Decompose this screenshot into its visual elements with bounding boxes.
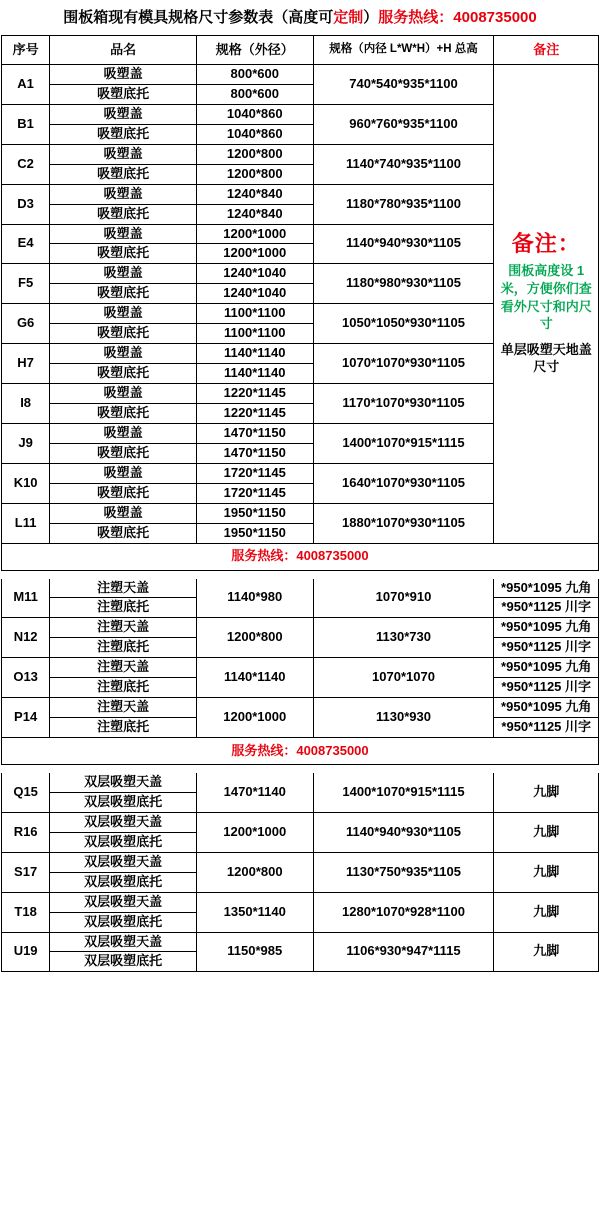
cell-outer-spec: 1140*980: [196, 578, 313, 618]
cell-inner-spec: 740*540*935*1100: [313, 65, 494, 105]
cell-inner-spec: 1880*1070*930*1105: [313, 503, 494, 543]
cell-outer-spec: 1220*1145: [196, 403, 313, 423]
cell-seq: E4: [2, 224, 50, 264]
table-row: [2, 932, 599, 952]
cell-outer-spec: 1140*1140: [196, 344, 313, 364]
cell-note: 九脚: [494, 932, 599, 972]
cell-product-name: 双层吸塑底托: [50, 832, 197, 852]
cell-inner-spec: 1640*1070*930*1105: [313, 463, 494, 503]
cell-product-name: 吸塑底托: [50, 204, 197, 224]
cell-seq: T18: [2, 892, 50, 932]
cell-product-name: 双层吸塑天盖: [50, 852, 197, 872]
cell-outer-spec: 1040*860: [196, 124, 313, 144]
cell-product-name: 吸塑盖: [50, 264, 197, 284]
cell-outer-spec: 1200*800: [196, 164, 313, 184]
cell-outer-spec: 1200*800: [196, 618, 313, 658]
cell-outer-spec: 1200*1000: [196, 698, 313, 738]
spacer: [2, 570, 599, 578]
cell-inner-spec: 1106*930*947*1115: [313, 932, 494, 972]
cell-seq: Q15: [2, 773, 50, 813]
cell-outer-spec: 1470*1150: [196, 443, 313, 463]
cell-note: *950*1125 川字: [494, 678, 599, 698]
cell-inner-spec: 1140*940*930*1105: [313, 224, 494, 264]
page-title-part1: 围板箱现有模具规格尺寸参数表（高度可: [63, 9, 334, 26]
cell-product-name: 吸塑盖: [50, 384, 197, 404]
cell-product-name: 双层吸塑底托: [50, 912, 197, 932]
cell-product-name: 吸塑盖: [50, 184, 197, 204]
cell-note: *950*1125 川字: [494, 718, 599, 738]
remark-green-note: 围板高度设 1 米，方便你们查看外尺寸和内尺寸: [500, 263, 592, 332]
cell-inner-spec: 1070*910: [313, 578, 494, 618]
cell-product-name: 吸塑底托: [50, 164, 197, 184]
cell-inner-spec: 1130*730: [313, 618, 494, 658]
cell-seq: S17: [2, 852, 50, 892]
cell-note: 九脚: [494, 892, 599, 932]
cell-product-name: 吸塑底托: [50, 324, 197, 344]
hotline-text: 服务热线：4008735000: [2, 543, 599, 570]
cell-seq: I8: [2, 384, 50, 424]
cell-outer-spec: 1350*1140: [196, 892, 313, 932]
cell-inner-spec: 1070*1070: [313, 658, 494, 698]
table-row: [2, 812, 599, 832]
cell-outer-spec: 1140*1140: [196, 364, 313, 384]
cell-product-name: 双层吸塑底托: [50, 792, 197, 812]
page-title-hotline: 服务热线：4008735000: [378, 9, 537, 26]
spacer-row: [2, 765, 599, 773]
cell-product-name: 双层吸塑天盖: [50, 892, 197, 912]
cell-inner-spec: 1140*740*935*1100: [313, 144, 494, 184]
cell-outer-spec: 1200*1000: [196, 244, 313, 264]
cell-product-name: 吸塑底托: [50, 284, 197, 304]
cell-seq: D3: [2, 184, 50, 224]
cell-seq: L11: [2, 503, 50, 543]
header-remark: 备注: [494, 36, 599, 65]
table-row: [2, 698, 599, 718]
cell-outer-spec: 1200*800: [196, 852, 313, 892]
cell-note: *950*1095 九角: [494, 578, 599, 598]
cell-product-name: 吸塑底托: [50, 523, 197, 543]
cell-note: 九脚: [494, 852, 599, 892]
cell-product-name: 吸塑底托: [50, 244, 197, 264]
cell-product-name: 吸塑盖: [50, 304, 197, 324]
cell-outer-spec: 1240*1040: [196, 264, 313, 284]
cell-product-name: 吸塑底托: [50, 364, 197, 384]
cell-inner-spec: 1170*1070*930*1105: [313, 384, 494, 424]
cell-product-name: 注塑底托: [50, 638, 197, 658]
table-row: [2, 658, 599, 678]
cell-product-name: 注塑底托: [50, 718, 197, 738]
cell-outer-spec: 800*600: [196, 65, 313, 85]
table-row: [2, 65, 599, 85]
cell-seq: N12: [2, 618, 50, 658]
cell-product-name: 注塑底托: [50, 598, 197, 618]
cell-outer-spec: 1100*1100: [196, 304, 313, 324]
cell-inner-spec: 1130*930: [313, 698, 494, 738]
cell-note: *950*1095 九角: [494, 618, 599, 638]
cell-outer-spec: 1200*1000: [196, 812, 313, 852]
cell-note: 九脚: [494, 773, 599, 813]
cell-outer-spec: 1240*1040: [196, 284, 313, 304]
cell-inner-spec: 1140*940*930*1105: [313, 812, 494, 852]
cell-product-name: 注塑底托: [50, 678, 197, 698]
cell-note: *950*1125 川字: [494, 638, 599, 658]
header-seq: 序号: [2, 36, 50, 65]
cell-outer-spec: 800*600: [196, 84, 313, 104]
table-row: [2, 852, 599, 872]
header-spec-outer: 规格（外径）: [196, 36, 313, 65]
cell-product-name: 双层吸塑天盖: [50, 812, 197, 832]
table-header-row: [2, 36, 599, 65]
cell-outer-spec: 1470*1150: [196, 423, 313, 443]
cell-inner-spec: 1180*980*930*1105: [313, 264, 494, 304]
cell-seq: B1: [2, 104, 50, 144]
cell-inner-spec: 1280*1070*928*1100: [313, 892, 494, 932]
cell-outer-spec: 1220*1145: [196, 384, 313, 404]
cell-inner-spec: 1130*750*935*1105: [313, 852, 494, 892]
cell-outer-spec: 1200*800: [196, 144, 313, 164]
table-row: [2, 578, 599, 598]
cell-product-name: 吸塑底托: [50, 124, 197, 144]
cell-product-name: 吸塑盖: [50, 344, 197, 364]
cell-product-name: 注塑天盖: [50, 658, 197, 678]
cell-seq: G6: [2, 304, 50, 344]
cell-product-name: 双层吸塑底托: [50, 872, 197, 892]
cell-outer-spec: 1240*840: [196, 204, 313, 224]
cell-inner-spec: 1050*1050*930*1105: [313, 304, 494, 344]
table-row: [2, 773, 599, 793]
cell-outer-spec: 1950*1150: [196, 503, 313, 523]
cell-outer-spec: 1040*860: [196, 104, 313, 124]
cell-product-name: 双层吸塑天盖: [50, 773, 197, 793]
cell-seq: H7: [2, 344, 50, 384]
cell-product-name: 吸塑底托: [50, 403, 197, 423]
table-row: [2, 892, 599, 912]
cell-seq: J9: [2, 423, 50, 463]
cell-product-name: 双层吸塑天盖: [50, 932, 197, 952]
header-name: 品名: [50, 36, 197, 65]
hotline-row: [2, 738, 599, 765]
hotline-text: 服务热线：4008735000: [2, 738, 599, 765]
cell-outer-spec: 1470*1140: [196, 773, 313, 813]
cell-product-name: 双层吸塑底托: [50, 952, 197, 972]
page-title-highlight: 定制: [333, 9, 364, 26]
cell-product-name: 吸塑盖: [50, 104, 197, 124]
cell-inner-spec: 1400*1070*915*1115: [313, 773, 494, 813]
cell-seq: A1: [2, 65, 50, 105]
page-title: [0, 0, 600, 35]
cell-note: 九脚: [494, 812, 599, 852]
cell-seq: C2: [2, 144, 50, 184]
cell-outer-spec: 1720*1145: [196, 483, 313, 503]
cell-note: *950*1095 九角: [494, 658, 599, 678]
cell-outer-spec: 1140*1140: [196, 658, 313, 698]
hotline-row: [2, 543, 599, 570]
cell-product-name: 吸塑盖: [50, 503, 197, 523]
spacer: [2, 765, 599, 773]
cell-product-name: 吸塑底托: [50, 84, 197, 104]
cell-product-name: 吸塑盖: [50, 423, 197, 443]
cell-inner-spec: 960*760*935*1100: [313, 104, 494, 144]
cell-seq: M11: [2, 578, 50, 618]
cell-product-name: 注塑天盖: [50, 578, 197, 598]
cell-inner-spec: 1070*1070*930*1105: [313, 344, 494, 384]
remark-cell: [494, 65, 599, 544]
table-row: [2, 618, 599, 638]
cell-outer-spec: 1720*1145: [196, 463, 313, 483]
cell-outer-spec: 1240*840: [196, 184, 313, 204]
remark-heading: 备注：: [511, 230, 581, 256]
header-spec-inner: 规格（内径 L*W*H）+H 总高: [313, 36, 494, 65]
cell-product-name: 吸塑盖: [50, 65, 197, 85]
cell-note: *950*1125 川字: [494, 598, 599, 618]
cell-seq: K10: [2, 463, 50, 503]
cell-inner-spec: 1400*1070*915*1115: [313, 423, 494, 463]
cell-product-name: 吸塑盖: [50, 144, 197, 164]
cell-seq: R16: [2, 812, 50, 852]
remark-black-note: 单层吸塑天地盖尺寸: [500, 341, 592, 375]
cell-product-name: 吸塑盖: [50, 463, 197, 483]
cell-seq: F5: [2, 264, 50, 304]
cell-product-name: 吸塑底托: [50, 443, 197, 463]
cell-seq: P14: [2, 698, 50, 738]
cell-seq: U19: [2, 932, 50, 972]
cell-product-name: 吸塑盖: [50, 224, 197, 244]
spacer-row: [2, 570, 599, 578]
cell-product-name: 吸塑底托: [50, 483, 197, 503]
page-title-part2: ）: [363, 9, 379, 26]
cell-outer-spec: 1950*1150: [196, 523, 313, 543]
cell-note: *950*1095 九角: [494, 698, 599, 718]
cell-outer-spec: 1200*1000: [196, 224, 313, 244]
cell-outer-spec: 1150*985: [196, 932, 313, 972]
cell-product-name: 注塑天盖: [50, 698, 197, 718]
spec-table: [1, 35, 599, 972]
cell-inner-spec: 1180*780*935*1100: [313, 184, 494, 224]
cell-seq: O13: [2, 658, 50, 698]
cell-product-name: 注塑天盖: [50, 618, 197, 638]
cell-outer-spec: 1100*1100: [196, 324, 313, 344]
